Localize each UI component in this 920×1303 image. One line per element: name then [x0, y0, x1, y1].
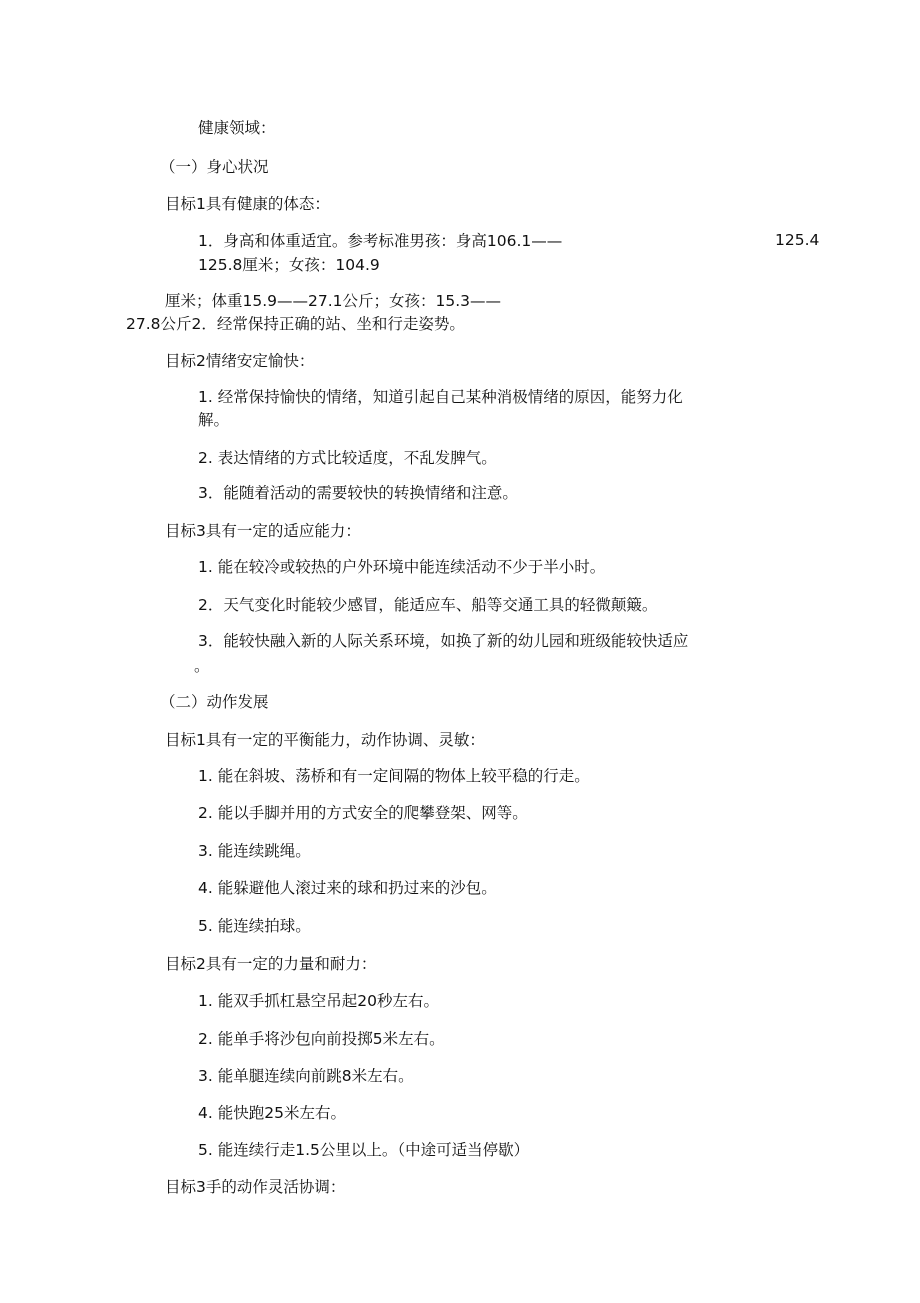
goal-title: 目标3手的动作灵活协调： — [165, 1178, 346, 1196]
list-item: 1. 能双手抓杠悬空吊起20秒左右。 — [198, 992, 439, 1010]
goal-title: 目标1具有健康的体态： — [165, 195, 330, 213]
list-item: 3．能随着活动的需要较快的转换情绪和注意。 — [198, 484, 518, 502]
list-item: 2．天气变化时能较少感冒，能适应车、船等交通工具的轻微颠簸。 — [198, 596, 658, 614]
domain-title: 健康领域： — [198, 119, 276, 137]
list-item: 解。 — [198, 411, 230, 429]
list-item: 27.8公斤2．经常保持正确的站、坐和行走姿势。 — [126, 315, 465, 333]
list-item: 2. 能以手脚并用的方式安全的爬攀登架、网等。 — [198, 804, 528, 822]
list-item: 1. 能在较冷或较热的户外环境中能连续活动不少于半小时。 — [198, 558, 606, 576]
list-item: 厘米；体重15.9——27.1公斤；女孩：15.3—— — [165, 292, 502, 310]
list-item: 1．身高和体重适宜。参考标准男孩：身高106.1—— — [198, 232, 563, 250]
list-item: 。 — [194, 657, 210, 675]
list-item: 5. 能连续行走1.5公里以上。（中途可适当停歇） — [198, 1141, 530, 1159]
goal-title: 目标1具有一定的平衡能力，动作协调、灵敏： — [165, 731, 485, 749]
goal-title: 目标3具有一定的适应能力： — [165, 522, 361, 540]
list-item: 2. 表达情绪的方式比较适度，不乱发脾气。 — [198, 449, 497, 467]
list-item: 3．能较快融入新的人际关系环境，如换了新的幼儿园和班级能较快适应 — [198, 632, 689, 650]
list-item: 4. 能快跑25米左右。 — [198, 1104, 346, 1122]
section-heading: （一）身心状况 — [160, 158, 269, 176]
list-item: 5. 能连续拍球。 — [198, 917, 311, 935]
list-item: 1. 经常保持愉快的情绪，知道引起自己某种消极情绪的原因，能努力化 — [198, 388, 683, 406]
list-item: 2. 能单手将沙包向前投掷5米左右。 — [198, 1030, 445, 1048]
section-heading: （二）动作发展 — [160, 693, 269, 711]
list-item: 3. 能连续跳绳。 — [198, 842, 311, 860]
list-item-number: 125.4 — [775, 231, 820, 249]
goal-title: 目标2情绪安定愉快： — [165, 352, 315, 370]
list-item: 1. 能在斜坡、荡桥和有一定间隔的物体上较平稳的行走。 — [198, 767, 590, 785]
goal-title: 目标2具有一定的力量和耐力： — [165, 955, 377, 973]
list-item: 4. 能躲避他人滚过来的球和扔过来的沙包。 — [198, 879, 497, 897]
list-item: 125.8厘米；女孩：104.9 — [198, 256, 380, 274]
list-item: 3. 能单腿连续向前跳8米左右。 — [198, 1067, 414, 1085]
